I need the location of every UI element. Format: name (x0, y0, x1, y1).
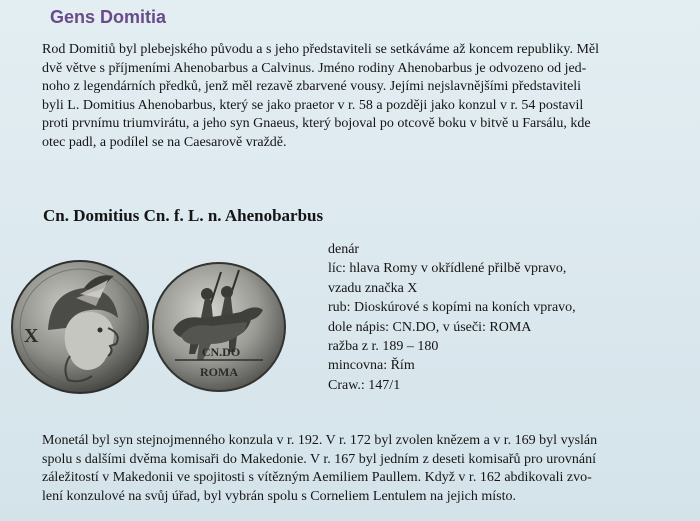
intro-line: noho z legendárních předků, jenž měl rezavě zbarvené vousy. Jejími nejslavnějšími představiteli (42, 79, 582, 95)
detail-line: ražba z r. 189 – 180 (328, 339, 439, 355)
bottom-line: lení konzulové na svůj úřad, byl vybrán spolu s Corneliem Lentulem na jejich místo. (42, 488, 516, 504)
coin-details (328, 240, 576, 395)
detail-line: denár (328, 242, 360, 257)
intro-line: Rod Domitiů byl plebejského původu a s jeho představiteli se setkáváme až koncem republiky. Měl (42, 42, 600, 57)
reverse-exergue: ROMA (200, 365, 238, 379)
bottom-line: Monetál byl syn stejnojmenného konzula v r. 192. V r. 172 byl zvolen knězem a v r. 169 byl vyslán (42, 433, 598, 448)
intro-line: dvě větve s příjmeními Ahenobarbus a Calvinus. Jméno rodiny Ahenobarbus je odvozeno od jed- (42, 60, 587, 76)
detail-line: Craw.: 147/1 (328, 377, 401, 393)
section-title: Cn. Domitius Cn. f. L. n. Ahenobarbus (43, 206, 324, 225)
bottom-line: záležitostí v Makedonii ve spojitosti s vítězným Aemiliem Paullem. Když v r. 162 abdikovali zvo- (42, 470, 592, 486)
intro-line: proti prvnímu triumvirátu, a jeho syn Gnaeus, který bojoval po otcově boku v bitvě u Farsálu, kde (42, 116, 591, 132)
detail-line: dole nápis: CN.DO, v úseči: ROMA (328, 319, 532, 335)
bottom-line: spolu s dalšími dvěma komisaři do Makedonie. V r. 167 byl jedním z deseti komisařů pro urovnání (42, 451, 596, 467)
coin-obverse-image (10, 258, 150, 396)
intro-line: byli L. Domitius Ahenobarbus, který se jako praetor v r. 58 a později jako konzul v r. 54 postavil (42, 97, 584, 113)
coin-images (10, 250, 310, 420)
intro-paragraph (42, 41, 674, 153)
detail-line: rub: Dioskúrové s kopími na koních vpravo, (328, 300, 576, 316)
detail-line: mincovna: Řím (328, 358, 415, 374)
bottom-paragraph (42, 432, 674, 506)
detail-line: líc: hlava Romy v okřídlené přilbě vpravo, (328, 261, 567, 277)
reverse-mark: CN.DO (201, 345, 241, 359)
detail-line: vzadu značka X (328, 280, 418, 296)
page-heading: Gens Domitia (50, 7, 167, 27)
intro-line: otec padl, a podílel se na Caesarově vraždě. (42, 134, 287, 150)
coin-reverse-image (151, 260, 287, 394)
obverse-mark: X (24, 325, 39, 347)
